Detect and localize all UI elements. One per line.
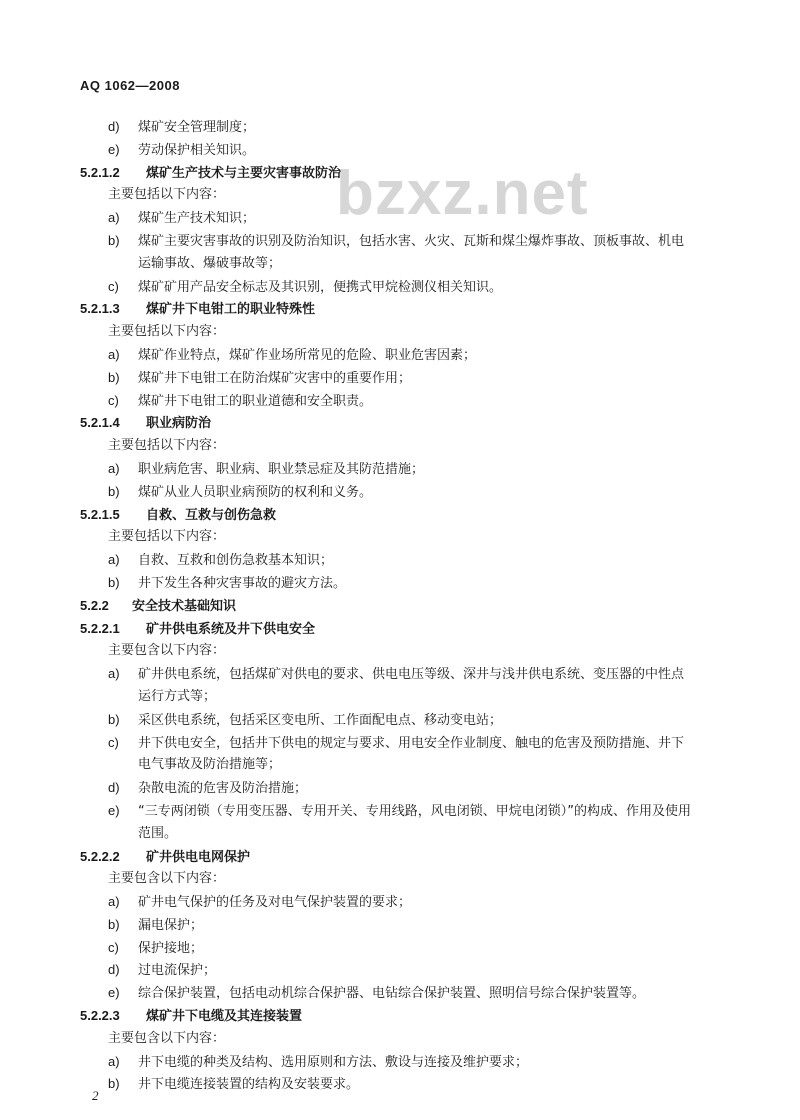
list-item bbox=[0, 344, 800, 367]
page-number: 2 bbox=[92, 1088, 99, 1103]
list-item-text: 煤矿井下电钳工在防治煤矿灾害中的重要作用； bbox=[138, 370, 412, 386]
section-heading bbox=[0, 504, 800, 527]
list-item bbox=[0, 982, 800, 1005]
list-item-text: 职业病危害、职业病、职业禁忌症及其防范措施； bbox=[138, 461, 425, 477]
list-item-continuation: 运行方式等； bbox=[138, 688, 217, 704]
intro-text: 主要包括以下内容： bbox=[108, 324, 226, 340]
list-item-text: 杂散电流的危害及防治措施； bbox=[138, 781, 308, 797]
list-marker: a) bbox=[108, 552, 120, 568]
list-item bbox=[0, 1073, 800, 1096]
section-title: 自救、互救与创伤急救 bbox=[146, 507, 277, 523]
list-item bbox=[0, 1051, 800, 1074]
section-title: 煤矿生产技术与主要灾害事故防治 bbox=[146, 165, 342, 181]
section-heading bbox=[0, 412, 800, 435]
intro-text: 主要包括以下内容： bbox=[108, 438, 226, 454]
list-item-text: 煤矿主要灾害事故的识别及防治知识，包括水害、火灾、瓦斯和煤尘爆炸事故、顶板事故、机电 bbox=[138, 233, 685, 249]
section-title: 矿井供电系统及井下供电安全 bbox=[146, 621, 316, 637]
intro-text: 主要包含以下内容： bbox=[108, 643, 226, 659]
section-heading bbox=[0, 846, 800, 869]
list-item-text: 煤矿生产技术知识； bbox=[138, 211, 256, 227]
section-heading bbox=[0, 595, 800, 618]
list-marker: d) bbox=[108, 119, 120, 134]
list-item bbox=[0, 937, 800, 960]
list-item bbox=[0, 481, 800, 504]
list-item-text: 自救、互救和创伤急救基本知识； bbox=[138, 553, 334, 569]
list-item bbox=[0, 732, 800, 755]
list-marker: b) bbox=[108, 232, 120, 248]
list-marker: e) bbox=[108, 985, 120, 1001]
list-item bbox=[0, 116, 800, 139]
list-marker: a) bbox=[108, 666, 120, 682]
section-heading bbox=[0, 298, 800, 321]
list-marker: b) bbox=[108, 1076, 120, 1092]
list-item-text: 采区供电系统，包括采区变电所、工作面配电点、移动变电站； bbox=[138, 712, 503, 728]
list-item-text: 矿井电气保护的任务及对电气保护装置的要求； bbox=[138, 895, 412, 911]
section-number: 5.2.2 bbox=[80, 597, 109, 613]
list-item-text: 煤矿作业特点，煤矿作业场所常见的危险、职业危害因素； bbox=[138, 347, 477, 363]
list-item bbox=[0, 914, 800, 937]
section-number: 5.2.2.3 bbox=[80, 1008, 120, 1024]
list-item-text: 矿井供电系统，包括煤矿对供电的要求、供电电压等级、深井与浅井供电系统、变压器的中性点 bbox=[138, 667, 685, 683]
list-marker: a) bbox=[108, 460, 120, 476]
list-item-text: 井下电缆的种类及结构、选用原则和方法、敷设与连接及维护要求； bbox=[138, 1054, 529, 1070]
list-marker: e) bbox=[108, 141, 120, 157]
list-item bbox=[0, 572, 800, 595]
list-item bbox=[0, 207, 800, 230]
list-item-text: 煤矿从业人员职业病预防的权利和义务。 bbox=[138, 484, 373, 500]
list-marker: b) bbox=[108, 574, 120, 590]
list-marker: e) bbox=[108, 802, 120, 818]
list-item-continuation: 运输事故、爆破事故等； bbox=[138, 255, 282, 271]
list-item-text: 井下供电安全，包括井下供电的规定与要求、用电安全作业制度、触电的危害及预防措施、井下 bbox=[138, 735, 685, 751]
section-number: 5.2.1.4 bbox=[80, 415, 120, 431]
list-marker: b) bbox=[108, 916, 120, 932]
list-marker: d) bbox=[108, 780, 120, 796]
list-item-text: 煤矿矿用产品安全标志及其识别，便携式甲烷检测仪相关知识。 bbox=[138, 279, 503, 295]
list-item-text: 井下电缆连接装置的结构及安装要求。 bbox=[138, 1077, 360, 1093]
list-marker: b) bbox=[108, 483, 120, 499]
section-number: 5.2.2.2 bbox=[80, 848, 120, 864]
list-item bbox=[0, 777, 800, 800]
section-title: 职业病防治 bbox=[146, 416, 212, 432]
list-marker: a) bbox=[108, 1053, 120, 1069]
list-item bbox=[0, 549, 800, 572]
list-item bbox=[0, 891, 800, 914]
list-marker: a) bbox=[108, 346, 120, 362]
list-item bbox=[0, 367, 800, 390]
section-number: 5.2.1.2 bbox=[80, 164, 120, 180]
list-marker: d) bbox=[108, 962, 120, 978]
intro-text: 主要包括以下内容： bbox=[108, 529, 226, 545]
list-item bbox=[0, 663, 800, 686]
standard-code-header: AQ 1062—2008 bbox=[80, 78, 180, 93]
list-item-continuation: 范围。 bbox=[138, 825, 178, 841]
list-marker: c) bbox=[108, 392, 119, 408]
list-item-text: “三专两闭锁（专用变压器、专用开关、专用线路，风电闭锁、甲烷电闭锁）”的构成、作用及使用 bbox=[138, 803, 691, 819]
section-number: 5.2.1.3 bbox=[80, 301, 120, 317]
list-item bbox=[0, 709, 800, 732]
list-item bbox=[0, 800, 800, 823]
list-item-text: 煤矿井下电钳工的职业道德和安全职责。 bbox=[138, 393, 373, 409]
list-marker: c) bbox=[108, 734, 119, 750]
section-heading bbox=[0, 162, 800, 185]
list-marker: b) bbox=[108, 711, 120, 727]
list-item-text: 漏电保护； bbox=[138, 917, 204, 933]
section-title: 煤矿井下电缆及其连接装置 bbox=[146, 1009, 303, 1025]
watermark: bzxz.net bbox=[336, 159, 589, 228]
section-title: 安全技术基础知识 bbox=[132, 598, 237, 614]
intro-text: 主要包含以下内容： bbox=[108, 871, 226, 887]
list-item-text: 井下发生各种灾害事故的避灾方法。 bbox=[138, 575, 347, 591]
list-item-text: 保护接地； bbox=[138, 940, 204, 956]
list-item-text: 过电流保护； bbox=[138, 963, 217, 979]
list-marker: a) bbox=[108, 210, 120, 226]
list-item bbox=[0, 139, 800, 162]
intro-text: 主要包含以下内容： bbox=[108, 1030, 226, 1046]
list-marker: c) bbox=[108, 939, 119, 955]
section-number: 5.2.2.1 bbox=[80, 620, 120, 636]
list-item-text: 劳动保护相关知识。 bbox=[138, 142, 256, 158]
list-item-text: 煤矿安全管理制度； bbox=[138, 120, 256, 135]
list-item bbox=[0, 276, 800, 299]
list-item-continuation: 电气事故及防治措施等； bbox=[138, 757, 282, 773]
document-body bbox=[0, 116, 800, 1096]
list-marker: c) bbox=[108, 278, 119, 294]
section-heading bbox=[0, 618, 800, 641]
list-item bbox=[0, 458, 800, 481]
section-number: 5.2.1.5 bbox=[80, 506, 120, 522]
list-marker: a) bbox=[108, 894, 120, 910]
section-title: 矿井供电电网保护 bbox=[146, 849, 251, 865]
intro-text: 主要包括以下内容： bbox=[108, 187, 226, 203]
list-item bbox=[0, 390, 800, 413]
section-title: 煤矿井下电钳工的职业特殊性 bbox=[146, 302, 316, 318]
list-item bbox=[0, 959, 800, 982]
list-item-text: 综合保护装置，包括电动机综合保护器、电钻综合保护装置、照明信号综合保护装置等。 bbox=[138, 986, 646, 1002]
section-heading bbox=[0, 1005, 800, 1028]
list-marker: b) bbox=[108, 369, 120, 385]
list-item bbox=[0, 230, 800, 253]
